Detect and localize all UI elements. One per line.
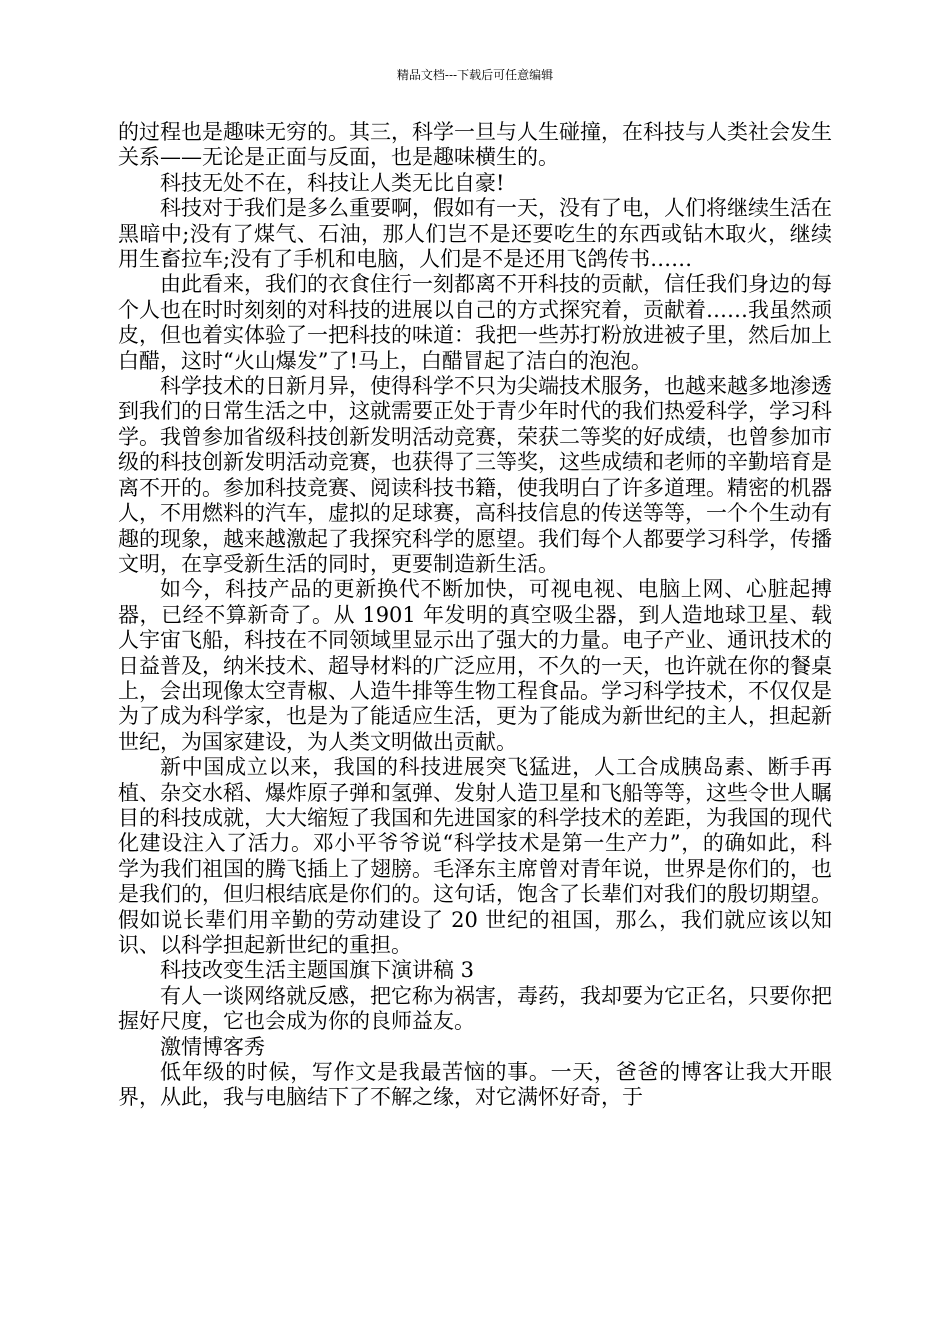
paragraph: 如今，科技产品的更新换代不断加快，可视电视、电脑上网、心脏起搏器，已经不算新奇了。从 1901 年发明的真空吸尘器，到人造地球卫星、载人宇宙飞船，科技在不同领域里显示出了强大的力量。电子产业、通讯技术的日益普及，纳米技术、超导材料的广泛应用，不久的一天，也许就在你的餐桌上，会出现像太空青椒、人造牛排等生物工程食品。学习科学技术，不仅仅是为了成为科学家，也是为了能适应生活，更为了能成为新世纪的主人，担起新世纪，为国家建设，为人类文明做出贡献。 xyxy=(118,577,832,754)
paragraph: 新中国成立以来，我国的科技进展突飞猛进，人工合成胰岛素、断手再植、杂交水稻、爆炸原子弹和氢弹、发射人造卫星和飞船等等，这些令世人瞩目的科技成就，大大缩短了我国和先进国家的科学技术的差距，为我国的现代化建设注入了活力。邓小平爷爷说“科学技术是第一生产力”，的确如此，科学为我们祖国的腾飞插上了翅膀。毛泽东主席曾对青年说，世界是你们的，也是我们的，但归根结底是你们的。这句话，饱含了长辈们对我们的殷切期望。假如说长辈们用辛勤的劳动建设了 20 世纪的祖国，那么，我们就应该以知识、以科学担起新世纪的重担。 xyxy=(118,755,832,957)
paragraph: 有人一谈网络就反感，把它称为祸害，毒药，我却要为它正名，只要你把握好尺度，它也会成为你的良师益友。 xyxy=(118,983,832,1034)
subheading: 激情博客秀 xyxy=(160,1034,265,1059)
paragraph: 由此看来，我们的衣食住行一刻都离不开科技的贡献，信任我们身边的每个人也在时时刻刻的对科技的进展以自己的方式探究着，贡献着……我虽然顽皮，但也着实体验了一把科技的味道：我把一些苏打粉放进被子里，然后加上白醋，这时“火山爆发”了!马上，白醋冒起了洁白的泡泡。 xyxy=(118,272,832,373)
paragraph: 低年级的时候，写作文是我最苦恼的事。一天，爸爸的博客让我大开眼界，从此，我与电脑结下了不解之缘，对它满怀好奇，于 xyxy=(118,1060,832,1110)
paragraph: 的过程也是趣味无穷的。其三，科学一旦与人生碰撞，在科技与人类社会发生关系——无论是正面与反面，也是趣味横生的。 xyxy=(118,120,832,170)
paragraph: 科技对于我们是多么重要啊，假如有一天，没有了电，人们将继续生活在黑暗中;没有了煤气、石油，那人们岂不是还要吃生的东西或钻木取火，继续用生畜拉车;没有了手机和电脑，人们是不是还用飞鸽传书…… xyxy=(118,196,832,272)
paragraph: 科学技术的日新月异，使得科学不只为尖端技术服务，也越来越多地渗透到我们的日常生活之中，这就需要正处于青少年时代的我们热爱科学，学习科学。我曾参加省级科技创新发明活动竞赛，荣获二等奖的好成绩，也曾参加市级的科技创新发明活动竞赛，也获得了三等奖，这些成绩和老师的辛勤培育是离不开的。参加科技竞赛、阅读科技书籍，使我明白了许多道理。精密的机器人，不用燃料的汽车，虚拟的足球赛，高科技信息的传送等等，一个个生动有趣的现象，越来越激起了我探究科学的愿望。我们每个人都要学习科学，传播文明，在享受新生活的同时，更要制造新生活。 xyxy=(118,374,832,576)
paragraph: 科技无处不在，科技让人类无比自豪! xyxy=(160,170,505,195)
page-header: 精品文档---下载后可任意编辑 xyxy=(396,68,554,82)
document-body xyxy=(118,120,832,1111)
section-title: 科技改变生活主题国旗下演讲稿 3 xyxy=(160,958,475,983)
